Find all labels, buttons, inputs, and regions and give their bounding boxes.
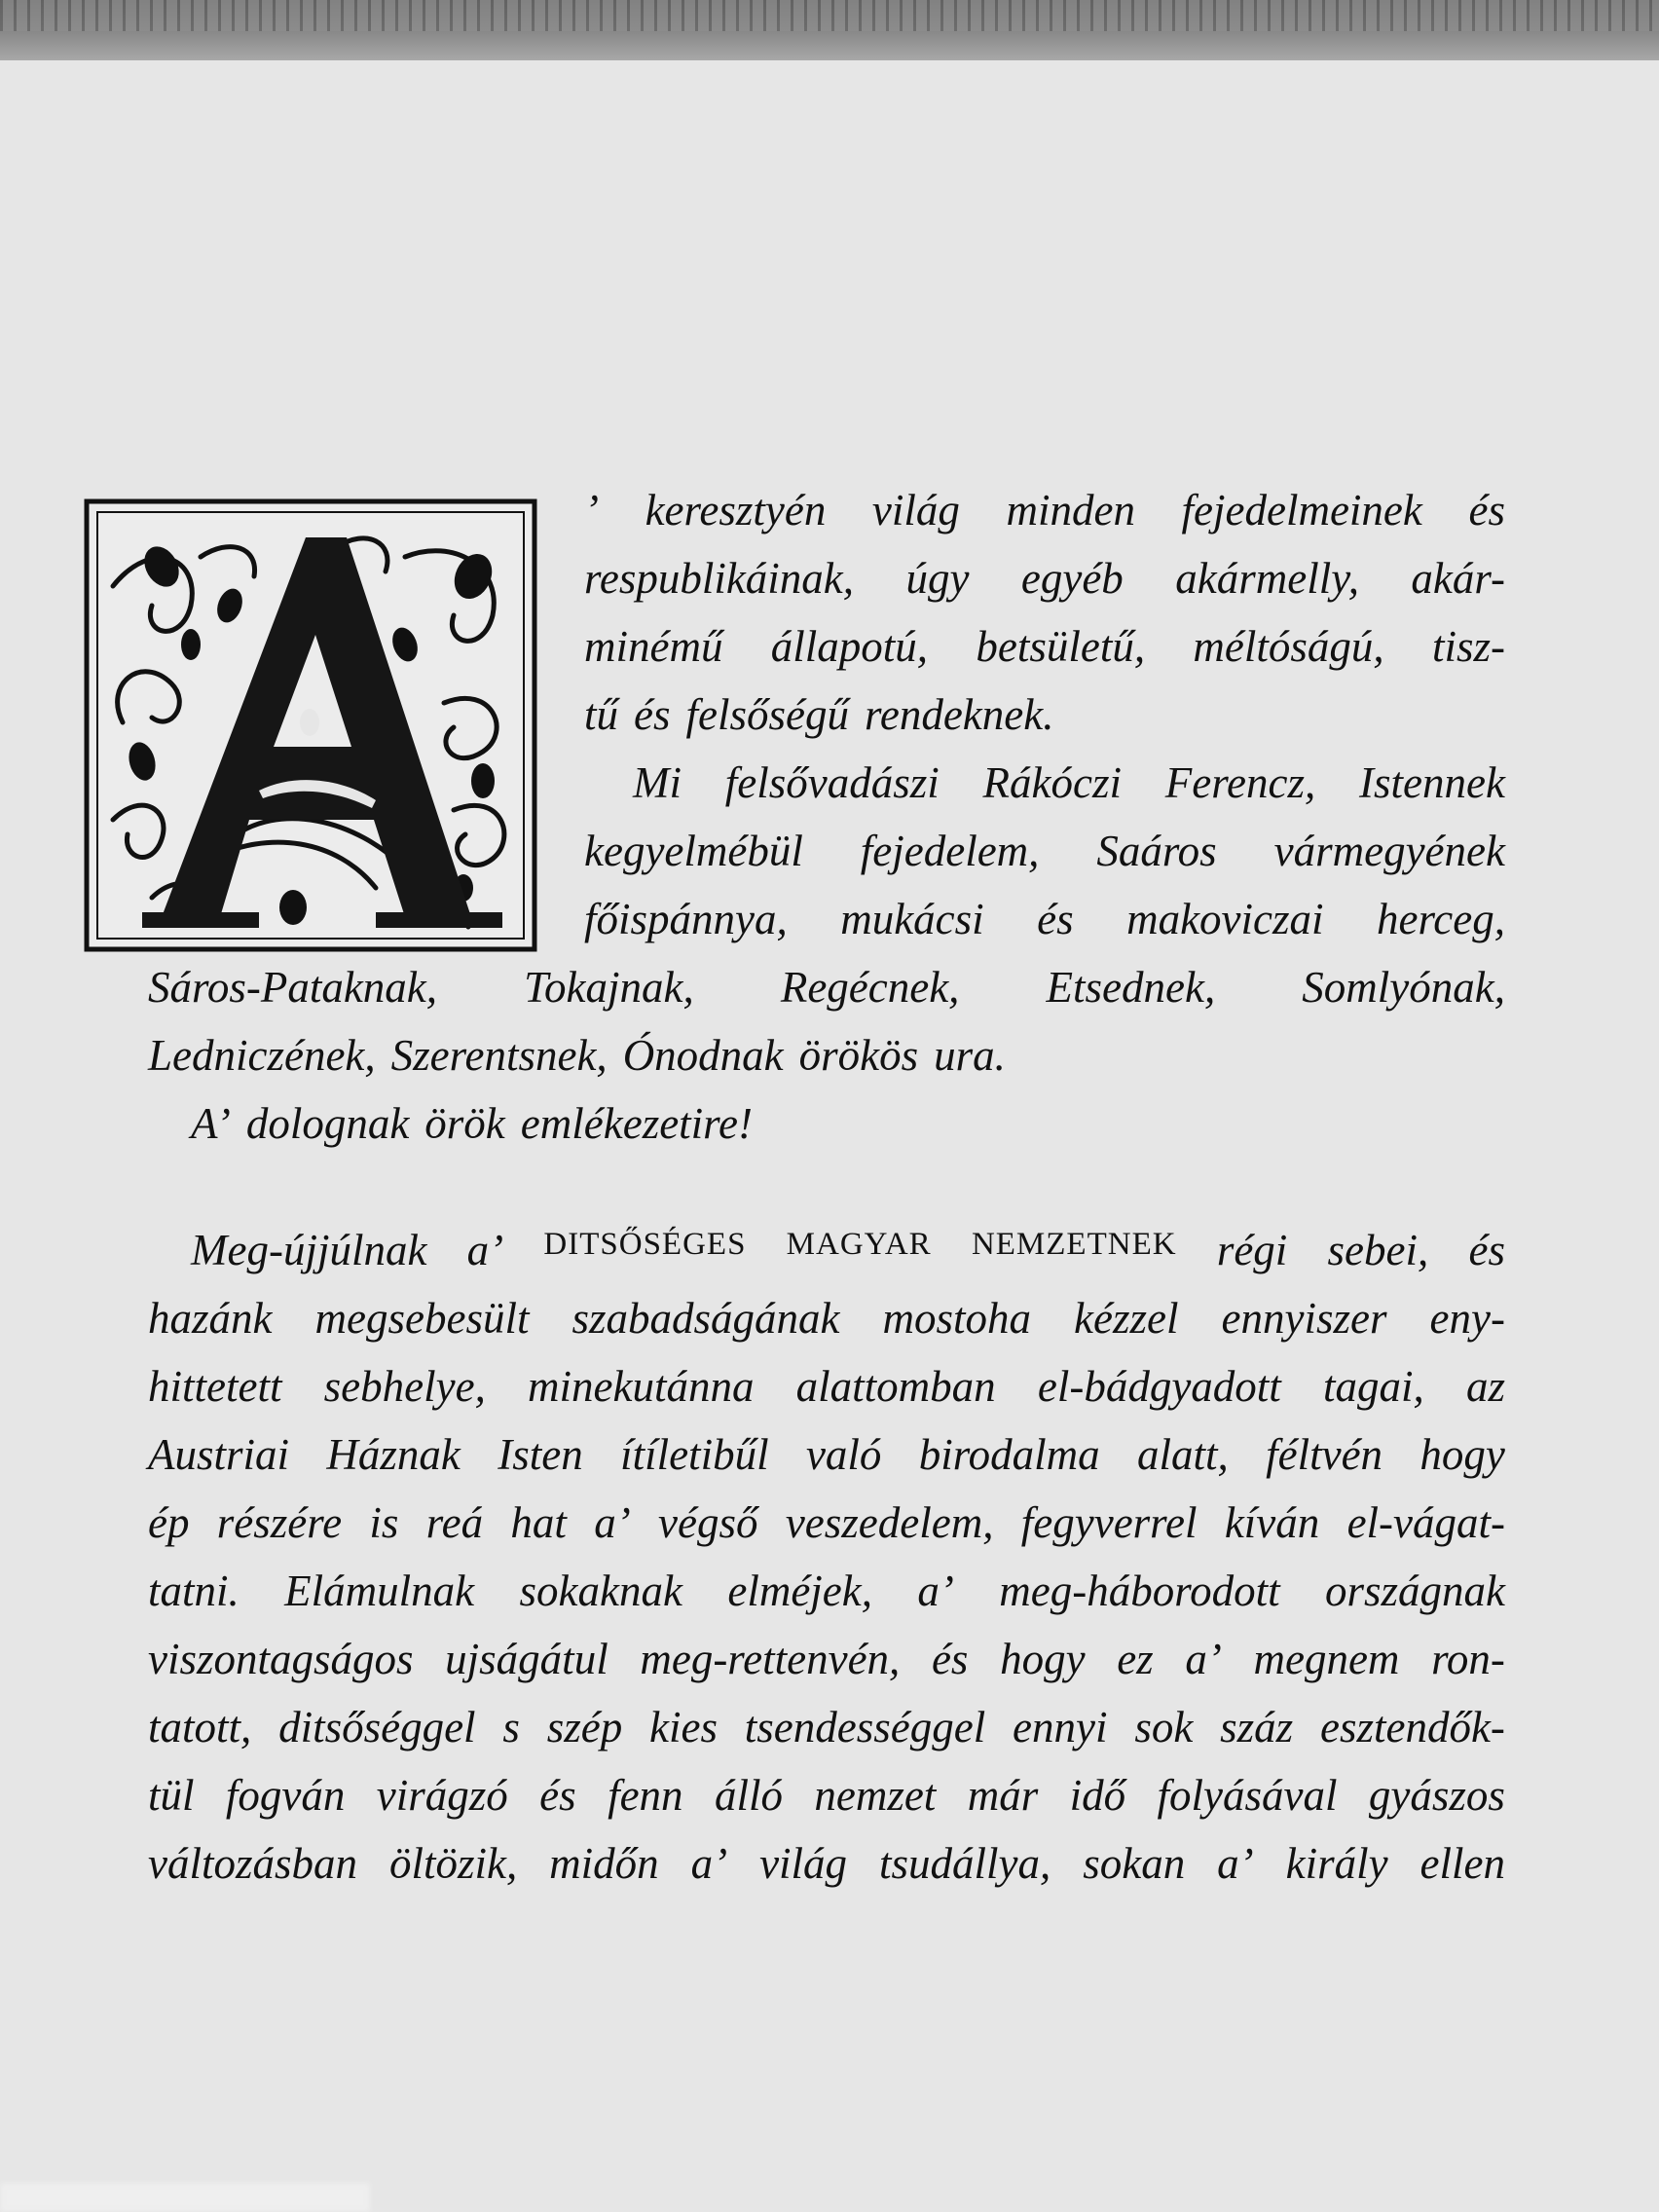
text-line: Sáros-Pataknak, Tokajnak, Regécnek, Etsednek, Somlyónak, — [148, 963, 1505, 1012]
text-line: hazánk megsebesült szabadságának mostoha kézzel ennyiszer eny- — [148, 1294, 1505, 1343]
ruler-marks — [0, 0, 1659, 31]
ornamental-dropcap — [84, 498, 537, 952]
text-line: tül fogván virágzó és fenn álló nemzet már idő folyásával gyászos — [148, 1771, 1505, 1820]
text-line: respublikáinak, úgy egyéb akármelly, akár- — [584, 554, 1505, 603]
text-line: Austriai Háznak Isten ítíletibűl való birodalma alatt, féltvén hogy — [148, 1430, 1505, 1479]
text-line: tatni. Elámulnak sokaknak elméjek, a’ meg-háborodott országnak — [148, 1567, 1505, 1615]
text-line: viszontagságos ujságátul meg-rettenvén, és hogy ez a’ megnem ron- — [148, 1635, 1505, 1683]
text-line: A’ dolognak örök emlékezetire! — [191, 1099, 753, 1148]
text-line: Mi felsővadászi Rákóczi Ferencz, Istennek — [633, 758, 1505, 807]
text-line: Ledniczének, Szerentsnek, Ónodnak örökös ura. — [148, 1031, 1006, 1080]
text-line: Meg-újjúlnak a’ DITSŐSÉGES MAGYAR NEMZETNEK régi sebei, és — [191, 1226, 1505, 1274]
text-line: hittetett sebhelye, minekutánna alattomban el-bádgyadott tagai, az — [148, 1362, 1505, 1411]
text-line: ’ keresztyén világ minden fejedelmeinek és — [584, 486, 1505, 535]
text-line: változásban öltözik, midőn a’ világ tsudállya, sokan a’ király ellen — [148, 1839, 1505, 1888]
text-line: tű és felsőségű rendeknek. — [584, 690, 1054, 739]
text-line: kegyelmébül fejedelem, Saáros vármegyének — [584, 827, 1505, 875]
text-line: ép részére is reá hat a’ végső veszedelem, fegyverrel kíván el-vágat- — [148, 1498, 1505, 1547]
text-line: főispánnya, mukácsi és makoviczai herceg, — [584, 895, 1505, 943]
text-line: minémű állapotú, betsületű, méltóságú, tisz- — [584, 622, 1505, 671]
scanner-top-edge — [0, 0, 1659, 60]
book-page — [0, 60, 1659, 2212]
watermark — [0, 2183, 370, 2212]
text-line: tatott, ditsőséggel s szép kies tsendességgel ennyi sok száz esztendők- — [148, 1703, 1505, 1751]
